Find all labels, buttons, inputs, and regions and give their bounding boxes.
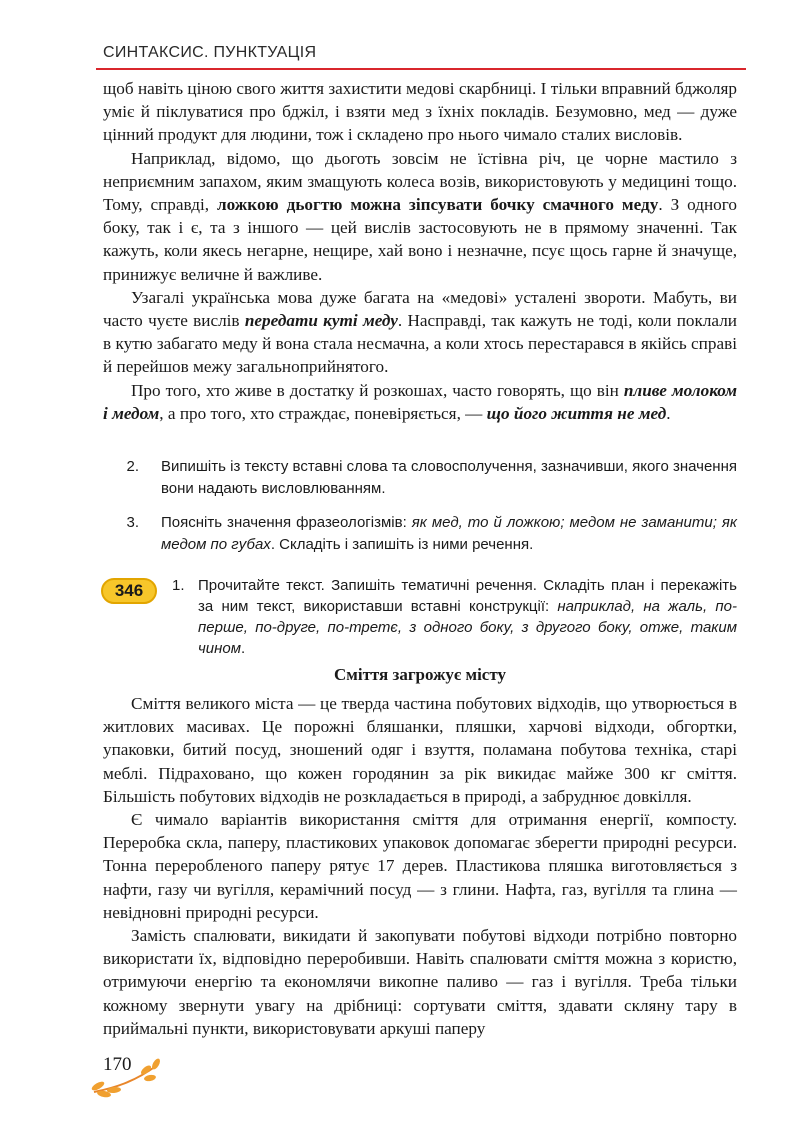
paragraph-1: Сміття великого міста — це тверда частина побутових відходів, що утворюється в житлових масивах. Це порожні бляшанки, пляшки, харчові відходи, обгортки, упаковки, битий посуд, зношений одяг і взуття, поламана побутова техніка, старі меблі. Підраховано, що кожен городянин за рік викидає майже 300 кг сміття. Більшість побутових відходів не розкладається в природі, а забруднює довкілля. (103, 694, 737, 806)
phrase-plyve-molokom: пливе молоком і медом (103, 380, 737, 423)
task-list (103, 456, 737, 568)
reading-text-2 (103, 692, 737, 1040)
exercise-346 (103, 575, 737, 659)
paragraph-4: Про того, хто живе в достатку й розкошах, часто говорять, що він пливе молоком і медом, а про того, хто страждає, поневіряється, — що його життя не мед. (103, 380, 737, 423)
paragraph-2: Наприклад, відомо, що дьоготь зовсім не їстівна річ, це чорне мастило з неприємним запахом, яким змащують колеса возів, використовують у медицині тощо. Тому, справді, ложкою дьогтю можна зіпсувати бочку смачного меду. З одного боку, так і є, та з іншого — цей вислів застосовують не в прямому значенні. Так кажуть, коли якесь негарне, нещире, хай воно і незначне, псує щось гарне й значуще, принижує величне й важливе. (103, 148, 737, 284)
task-text: Випишіть із тексту вставні слова та словосполучення, зазначивши, якого значення вони надають висловлюванням. (161, 458, 737, 497)
phrase-ne-med: що його життя не мед (486, 403, 667, 423)
page-number: 170 (103, 1054, 132, 1075)
task-text: Поясніть значення фразеологізмів: як мед, то й ложкою; медом не заманити; як медом по губах. Складіть і запишіть із ними речення. (161, 514, 738, 553)
task-number: 2. (126, 458, 139, 475)
paragraph-3: Замість спалювати, викидати й закопувати побутові відходи потрібно повторно використати їх, відповідно переробивши. Навіть спалювати сміття можна з користю, отримуючи енергію та економлячи викопне паливо — газ і вугілля. Треба тільки кожному звернути увагу на дрібниці: сортувати сміття, здавати скляну тару в приймальні пункти, використовувати аркуші паперу (103, 926, 737, 1038)
text-title: Сміття загрожує місту (334, 665, 506, 684)
phrase-kuti-medu: передати куті меду (244, 311, 398, 331)
header-rule (96, 68, 746, 70)
reading-text-1 (103, 77, 737, 425)
exercise-number-badge: 346 (101, 578, 157, 604)
paragraph-2: Є чимало варіантів використання сміття для отримання енергії, компосту. Переробка скла, паперу, пластикових упаковок допомагає зберегти природні ресурси. Тонна переробленого паперу рятує 17 дерев. Пластикова пляшка виготовляється з нафти, газу чи вугілля, керамічний посуд — з глини. Нафта, газ, вугілля та глина — невідновні природні ресурси. (103, 810, 737, 922)
task-number: 3. (126, 514, 139, 531)
task-2 (103, 456, 737, 500)
task-3 (103, 512, 737, 556)
paragraph-3: Узагалі українська мова дуже багата на «медові» усталені звороти. Мабуть, ви часто чуєте вислів передати куті меду. Насправді, так кажуть не тоді, коли поклали в кутю забагато меду й вона стала несмачна, а коли хтось перестарався в якійсь справі й перейшов межу загальноприйнятого. (103, 287, 737, 377)
paragraph-1: щоб навіть ціною свого життя захистити медові скарбниці. І тільки вправний бджоляр уміє й піклуватися про бджіл, і взяти мед з їхніх покладів. Безумовно, мед — дуже цінний продукт для людини, тож і складено про нього чимало сталих висловів. (103, 79, 737, 145)
exercise-instruction: Прочитайте текст. Запишіть тематичні речення. Складіть план і перекажіть за ним текст, використавши вставні конструкції: наприклад, на жаль, по-перше, по-друге, по-третє, з одного боку, з другого боку, отже, таким чином. (198, 577, 737, 657)
page-header: СИНТАКСИС. ПУНКТУАЦІЯ (103, 44, 317, 61)
phrase-dohot: ложкою дьогтю можна зіпсувати бочку смачного меду (217, 195, 659, 215)
task-number: 1. (172, 577, 185, 594)
